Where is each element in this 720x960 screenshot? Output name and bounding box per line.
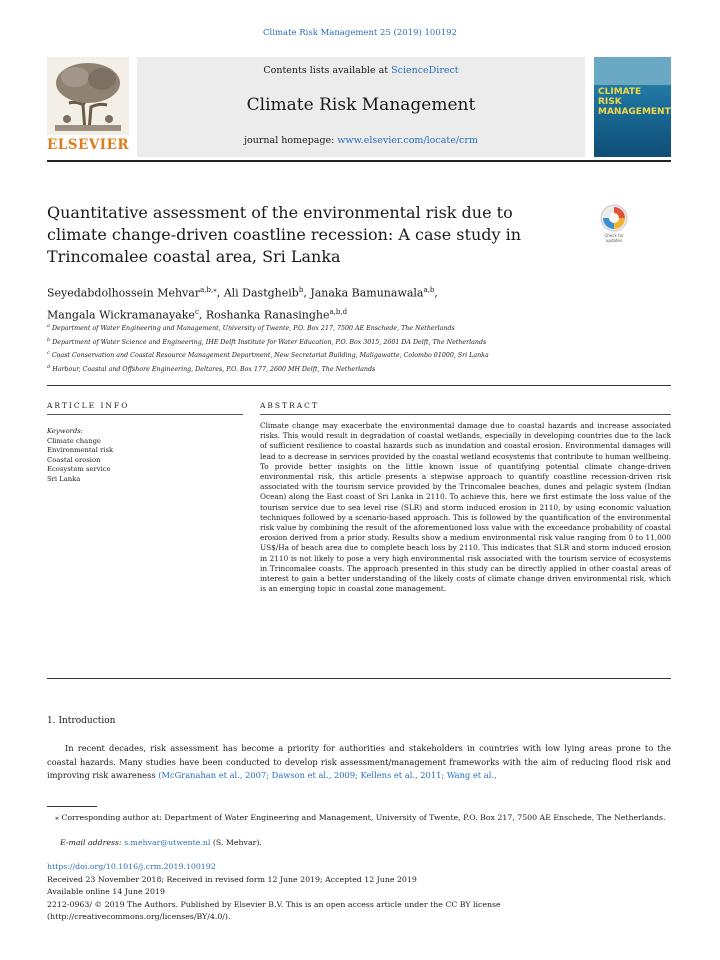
affiliation-text: Coast Conservation and Coastal Resource Management Department, New Secretariat Building, Maligawatte, Colombo 01000, Sri Lanka bbox=[51, 352, 489, 360]
contents-line bbox=[137, 65, 585, 76]
author-name[interactable]: Mangala Wickramanayake bbox=[47, 308, 195, 322]
cover-photo bbox=[594, 57, 671, 85]
journal-masthead bbox=[47, 57, 671, 157]
publisher-wordmark: ELSEVIER bbox=[47, 137, 130, 153]
email-line bbox=[60, 838, 262, 847]
article-info-rule bbox=[47, 414, 243, 415]
affiliation-marker: a bbox=[47, 323, 50, 329]
corresponding-author-note: ⁎ Corresponding author at: Department of Water Engineering and Management, University of Twente, P.O. Box 217, 7500 AE Enschede, The Netherlands. bbox=[55, 813, 666, 822]
publication-info bbox=[47, 861, 671, 924]
author-separator: , bbox=[303, 286, 311, 300]
affiliation-item bbox=[47, 335, 647, 349]
author-name[interactable]: Roshanka Ranasinghe bbox=[205, 308, 330, 322]
contents-prefix: Contents lists available at bbox=[263, 65, 392, 76]
introduction-paragraph bbox=[47, 742, 671, 783]
abstract-rule bbox=[260, 414, 671, 415]
author-affiliation-marker: b bbox=[298, 286, 304, 294]
affiliation-rule bbox=[47, 385, 671, 386]
affiliation-item bbox=[47, 321, 647, 335]
license-url[interactable]: (http://creativecommons.org/licenses/BY/4.0/). bbox=[47, 912, 231, 921]
author-list bbox=[47, 281, 607, 324]
check-for-updates-badge[interactable] bbox=[596, 203, 632, 243]
abstract-end-rule bbox=[47, 678, 671, 679]
keywords-label: Keywords: bbox=[47, 427, 84, 435]
introduction-text: In recent decades, risk assessment has become a priority for authorities and stakeholders in countries with low lying areas prone to the coastal hazards. Many studies have been conducted to develop risk assessment/management frameworks with the aim of reducing flood risk and improving risk awareness bbox=[47, 743, 671, 780]
article-title: Quantitative assessment of the environmental risk due to climate change-driven coastline recession: A case study in Trincomalee coastal area, Sri Lanka bbox=[47, 203, 522, 266]
elsevier-logo bbox=[47, 57, 129, 157]
journal-cover-image bbox=[594, 57, 671, 157]
copyright-line: 2212-0963/ © 2019 The Authors. Published by Elsevier B.V. This is an open access article under the CC BY license bbox=[47, 899, 501, 909]
check-badge-label: Check for updates bbox=[604, 233, 624, 243]
keyword-item: Environmental risk bbox=[47, 446, 114, 454]
keyword-item: Climate change bbox=[47, 436, 101, 445]
email-suffix: (S. Mehvar). bbox=[210, 838, 262, 847]
author-name[interactable]: Ali Dastgheib bbox=[223, 286, 299, 300]
keyword-item: Sri Lanka bbox=[47, 474, 81, 483]
affiliation-marker: d bbox=[47, 363, 51, 370]
introduction-heading: 1. Introduction bbox=[47, 716, 116, 726]
affiliation-item bbox=[47, 362, 647, 376]
affiliation-text: Harbour, Coastal and Offshore Engineering, Deltares, P.O. Box 177, 2600 MH Delft, The Netherlands bbox=[52, 365, 376, 373]
citation-links[interactable]: (McGranahan et al., 2007; Dawson et al., 2009; Kellens et al., 2011; Wang et al., bbox=[158, 770, 497, 780]
author-affiliation-marker: c bbox=[194, 307, 199, 316]
author-affiliation-marker: a,b,⁎ bbox=[200, 286, 217, 294]
affiliation-list bbox=[47, 321, 647, 375]
author-affiliation-marker: a,b,d bbox=[329, 307, 348, 316]
affiliation-marker: c bbox=[47, 350, 50, 357]
homepage-link[interactable]: www.elsevier.com/locate/crm bbox=[337, 135, 478, 146]
keyword-item: Ecosystem service bbox=[47, 465, 111, 473]
journal-reference[interactable]: Climate Risk Management 25 (2019) 100192 bbox=[263, 28, 457, 38]
article-info-heading: ARTICLE INFO bbox=[47, 401, 130, 410]
homepage-prefix: journal homepage: bbox=[244, 135, 338, 146]
affiliation-marker: b bbox=[47, 336, 51, 343]
sciencedirect-link[interactable]: ScienceDirect bbox=[391, 65, 459, 76]
author-separator: , bbox=[434, 286, 438, 300]
author-name[interactable]: Seyedabdolhossein Mehvar bbox=[47, 286, 201, 300]
homepage-line bbox=[137, 135, 585, 146]
elsevier-tree-icon bbox=[47, 57, 129, 135]
author-name[interactable]: Janaka Bamunawala bbox=[310, 286, 424, 300]
author-separator: , bbox=[198, 308, 206, 322]
cover-title: CLIMATE RISK MANAGEMENT bbox=[598, 87, 671, 117]
author-affiliation-marker: a,b bbox=[423, 286, 435, 294]
received-dates: Received 23 November 2018; Received in revised form 12 June 2019; Accepted 12 June 2019 bbox=[47, 874, 417, 884]
author-separator: , bbox=[216, 286, 224, 300]
keyword-item: Coastal erosion bbox=[47, 455, 101, 464]
footnote-rule bbox=[47, 806, 97, 807]
affiliation-text: Department of Water Engineering and Management, University of Twente, P.O. Box 217, 7500 AE Enschede, The Netherlands bbox=[52, 325, 455, 333]
affiliation-item bbox=[47, 348, 647, 362]
journal-title: Climate Risk Management bbox=[246, 95, 476, 115]
email-link[interactable]: s.mehvar@utwente.nl bbox=[124, 838, 211, 847]
abstract-text: Climate change may exacerbate the environmental damage due to coastal hazards and increase associated risks. This would result in degradation of coastal wetlands, especially in developing countries due to the lack of sufficient resilience to coastal hazards such as inundation and coastal erosion. Environmental damages will lead to a decrease in services provided by the coastal wetland ecosystems that contribute to human wellbeing. To provide better insights on the little known issue of quantifying potential climate change-driven environmental risk, this article presents a stepwise approach to quantify coastline recession-driven risk associated with the tourism service provided by the Trincomalee beaches, dunes and pelagic system (Indian Ocean) along the East coast of Sri Lanka in 2110. To achieve this, here we first estimate the loss value of the tourism service due to sea level rise (SLR) and storm induced erosion in 2110, by using economic valuation techniques followed by a scenario-based approach. This is followed by the quantification of the environmental risk value by combining the result of the aforementioned loss value with the exceedance probability of coastal erosion derived from a prior study. Results show a medium environmental risk value ranging from 0 to 11,000 US$/Ha of beach area due to complete beach loss by 2110. This indicates that SLR and storm induced erosion in 2110 is not likely to pose a very high environmental risk associated with the tourism service of ecosystems in Trincomalee coasts. The approach presented in this study can be directly applied in other coastal areas of interest to gain a better understanding of the likely costs of climate change driven environmental risk, which is an emerging topic in coastal zone management. bbox=[260, 421, 671, 594]
journal-banner bbox=[137, 57, 585, 157]
doi-link[interactable]: https://doi.org/10.1016/j.crm.2019.100192 bbox=[47, 862, 216, 871]
available-online: Available online 14 June 2019 bbox=[47, 887, 165, 896]
header-rule bbox=[47, 160, 671, 162]
keywords-block bbox=[47, 427, 237, 484]
email-label: E-mail address: bbox=[60, 838, 122, 847]
affiliation-text: Department of Water Science and Engineering, IHE Delft Institute for Water Education, P.O. Box 3015, 2601 DA Delft, The Netherlands bbox=[52, 338, 487, 346]
abstract-heading: ABSTRACT bbox=[260, 401, 319, 410]
